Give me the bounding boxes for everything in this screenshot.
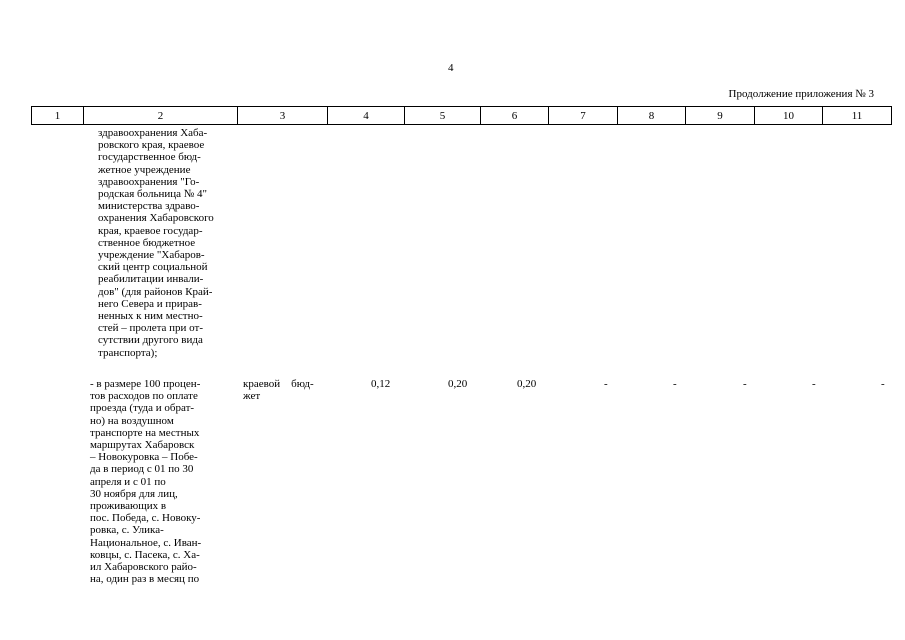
continuation-label: Продолжение приложения № 3 xyxy=(728,88,874,100)
row-value-col11: - xyxy=(881,378,885,390)
row-value-col4: 0,12 xyxy=(371,378,391,390)
header-cell-8: 8 xyxy=(618,107,686,125)
header-cell-3: 3 xyxy=(238,107,328,125)
header-cell-5: 5 xyxy=(405,107,481,125)
header-cell-1: 1 xyxy=(32,107,84,125)
page-number: 4 xyxy=(448,62,454,74)
header-cell-11: 11 xyxy=(823,107,892,125)
header-cell-2: 2 xyxy=(84,107,238,125)
header-cell-6: 6 xyxy=(481,107,549,125)
header-cell-4: 4 xyxy=(328,107,405,125)
header-cell-9: 9 xyxy=(686,107,755,125)
row-value-col8: - xyxy=(673,378,677,390)
row-description: - в размере 100 процен- тов расходов по оплате проезда (туда и обрат- но) на воздушном транспорте на местных маршрутах Хабаровск – Новокуровка – Побе- да в период с 01 по 30 апреля и с 01 по 30 ноября для лиц, проживающих в пос. Победа, с. Новоку- ровка, с. Улика- Национальное, с. Иван- ковцы, с. Пасека, с. Ха- ил Хабаровского райо- на, один раз в месяц по xyxy=(90,378,202,586)
continued-text-block: здравоохранения Хаба- ровского края, краевое государственное бюд- жетное учреждение здравоохранения "Го- родская больница № 4" министерства здраво- охранения Хабаровского края, краевое государ- ственное бюджетное учреждение "Хабаров- ский центр социальной реабилитации инвали- дов" (для районов Край- него Севера и прирав- ненных к ним местно- стей – пролета при от- сутствии другого вида транспорта); xyxy=(98,127,214,359)
header-cell-10: 10 xyxy=(755,107,823,125)
header-cell-7: 7 xyxy=(549,107,618,125)
row-funding-source: краевой бюд- жет xyxy=(243,378,314,403)
header-row xyxy=(32,107,892,125)
row-value-col9: - xyxy=(743,378,747,390)
row-value-col7: - xyxy=(604,378,608,390)
row-value-col10: - xyxy=(812,378,816,390)
row-value-col6: 0,20 xyxy=(517,378,537,390)
column-number-header xyxy=(31,106,892,125)
row-value-col5: 0,20 xyxy=(448,378,468,390)
